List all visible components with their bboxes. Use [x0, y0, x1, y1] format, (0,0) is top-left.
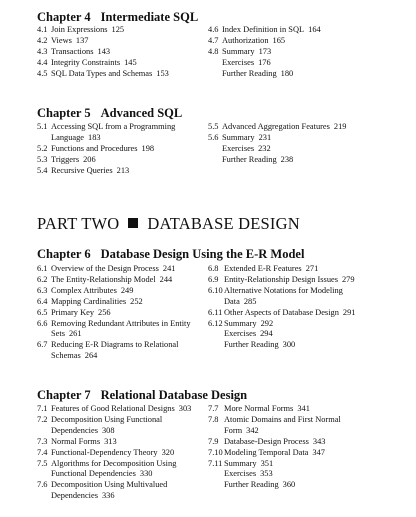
- section-title-continuation: [51, 491, 191, 502]
- toc-entry[interactable]: [37, 297, 191, 308]
- section-number: 5.1: [37, 122, 48, 131]
- page-number: 360: [282, 480, 296, 490]
- page-number: 180: [280, 68, 294, 78]
- page-number: 241: [162, 264, 176, 273]
- toc-entry[interactable]: [208, 404, 341, 415]
- chapter-title: Relational Database Design: [100, 388, 248, 402]
- section-title: Extended E-R Features: [224, 264, 302, 273]
- page-number: 300: [282, 340, 296, 350]
- section-number: 4.1: [37, 25, 48, 34]
- page-number: 125: [111, 25, 125, 34]
- toc-entry[interactable]: [37, 340, 191, 362]
- page-number: 264: [84, 351, 98, 361]
- toc-entry[interactable]: [37, 122, 175, 144]
- page-number: 153: [156, 68, 169, 78]
- section-title: Triggers: [51, 154, 80, 164]
- section-title: Summary: [224, 318, 257, 328]
- toc-entry[interactable]: [208, 308, 355, 319]
- toc-entry[interactable]: [208, 480, 341, 491]
- continuation-text: Language: [51, 132, 85, 142]
- section-number: 7.4: [37, 447, 48, 457]
- toc-entry[interactable]: [37, 480, 191, 502]
- page-number: 238: [280, 154, 294, 164]
- page-number: 271: [305, 264, 319, 273]
- section-number: 7.5: [37, 458, 48, 468]
- chapter-title: Database Design Using the E-R Model: [100, 247, 305, 261]
- toc-entry[interactable]: [208, 47, 321, 58]
- page-number: 261: [68, 329, 82, 339]
- toc-entry[interactable]: [37, 144, 175, 155]
- chapter-4-right-column: [208, 25, 321, 80]
- chapter-7-left-column: [37, 404, 191, 502]
- section-title: Complex Attributes: [51, 285, 117, 295]
- page-number: 244: [159, 274, 173, 284]
- section-title: Features of Good Relational Designs: [51, 404, 175, 413]
- chapter-6-right-column: [208, 264, 355, 351]
- toc-entry[interactable]: [208, 69, 321, 80]
- toc-entry[interactable]: [208, 329, 355, 340]
- toc-entry[interactable]: [208, 340, 355, 351]
- toc-entry[interactable]: [208, 144, 346, 155]
- section-title: Alternative Notations for Modeling: [224, 285, 343, 295]
- section-number: 7.10: [208, 447, 223, 457]
- page-number: 206: [83, 154, 96, 164]
- section-title: Integrity Constraints: [51, 57, 121, 67]
- toc-entry[interactable]: [208, 133, 346, 144]
- section-title: Primary Key: [51, 307, 95, 317]
- section-number: 4.5: [37, 68, 48, 78]
- toc-entry[interactable]: [208, 448, 341, 459]
- page-number: 145: [124, 57, 137, 67]
- toc-entry[interactable]: [37, 69, 169, 80]
- section-number: 4.4: [37, 57, 48, 67]
- chapter-4-left-column: [37, 25, 169, 80]
- page-number: 213: [116, 165, 130, 175]
- toc-entry[interactable]: [37, 459, 191, 481]
- toc-entry[interactable]: [208, 122, 346, 133]
- toc-entry[interactable]: [37, 404, 191, 415]
- section-title: Summary: [222, 132, 255, 142]
- section-title: Summary: [224, 458, 257, 468]
- page-number: 285: [243, 296, 257, 306]
- section-number: 4.8: [208, 46, 219, 56]
- section-title: Further Reading: [222, 68, 277, 78]
- toc-entry[interactable]: [37, 448, 191, 459]
- chapter-7-right-column: [208, 404, 341, 491]
- section-number: 7.9: [208, 436, 219, 446]
- toc-entry[interactable]: [37, 415, 191, 437]
- section-number: 5.5: [208, 122, 219, 131]
- section-title: Exercises: [222, 143, 255, 153]
- page-number: 313: [104, 436, 117, 446]
- section-number: 6.5: [37, 307, 48, 317]
- page-number: 343: [312, 436, 326, 446]
- chapter-label: Chapter 7: [37, 388, 91, 402]
- section-title: Advanced Aggregation Features: [222, 122, 330, 131]
- section-title: Entity-Relationship Design Issues: [224, 274, 338, 284]
- page-number: 320: [161, 447, 175, 457]
- section-title: Recursive Queries: [51, 165, 113, 175]
- chapter-4-heading: [37, 10, 198, 25]
- chapter-5-left-column: [37, 122, 175, 177]
- section-title: Atomic Domains and First Normal: [224, 414, 341, 424]
- part-two-heading: [37, 214, 300, 234]
- section-number: 5.6: [208, 132, 219, 142]
- section-title-continuation: [51, 469, 191, 480]
- section-title: The Entity-Relationship Model: [51, 274, 156, 284]
- chapter-5-heading: [37, 106, 182, 121]
- chapter-title: Advanced SQL: [100, 106, 183, 120]
- page-number: 231: [258, 132, 272, 142]
- section-title: Further Reading: [224, 480, 279, 490]
- toc-entry[interactable]: [208, 459, 341, 470]
- section-title-continuation: [51, 351, 191, 362]
- continuation-text: Dependencies: [51, 425, 98, 435]
- toc-entry[interactable]: [208, 469, 341, 480]
- section-title: Normal Forms: [51, 436, 101, 446]
- section-number: 7.8: [208, 414, 219, 424]
- continuation-text: Dependencies: [51, 491, 98, 501]
- toc-entry[interactable]: [208, 36, 321, 47]
- chapter-label: Chapter 6: [37, 247, 91, 261]
- section-number: 6.2: [37, 274, 48, 284]
- page-number: 294: [260, 329, 273, 339]
- page-number: 353: [260, 469, 273, 479]
- section-number: 6.9: [208, 274, 219, 284]
- section-title: Exercises: [224, 469, 257, 479]
- page-number: 137: [75, 35, 89, 45]
- toc-entry[interactable]: [208, 286, 355, 308]
- section-title: Functional-Dependency Theory: [51, 447, 158, 457]
- page-number: 279: [341, 274, 355, 284]
- chapter-label: Chapter 5: [37, 106, 91, 120]
- section-number: 6.10: [208, 285, 223, 295]
- part-title: DATABASE DESIGN: [147, 214, 300, 233]
- page-number: 292: [260, 318, 274, 328]
- section-number: 7.3: [37, 436, 48, 446]
- section-title: Index Definition in SQL: [222, 25, 305, 34]
- page-number: 351: [260, 458, 274, 468]
- section-title: More Normal Forms: [224, 404, 294, 413]
- toc-entry[interactable]: [37, 47, 169, 58]
- chapter-5-right-column: [208, 122, 346, 166]
- page-number: 308: [101, 425, 115, 435]
- section-title: Decomposition Using Multivalued: [51, 480, 168, 490]
- section-number: 7.7: [208, 404, 219, 413]
- toc-entry[interactable]: [37, 58, 169, 69]
- section-number: 6.7: [37, 340, 48, 350]
- section-title: Exercises: [224, 329, 257, 339]
- continuation-text: Sets: [51, 329, 65, 339]
- continuation-text: Data: [224, 296, 240, 306]
- section-number: 7.2: [37, 414, 48, 424]
- section-number: 5.4: [37, 165, 48, 175]
- section-title: Exercises: [222, 57, 255, 67]
- section-title: Transactions: [51, 46, 94, 56]
- section-title: Database-Design Process: [224, 436, 309, 446]
- page-number: 341: [297, 404, 310, 413]
- section-number: 6.8: [208, 264, 219, 273]
- section-title: Overview of the Design Process: [51, 264, 159, 273]
- section-title-continuation: [51, 133, 175, 144]
- toc-entry[interactable]: [37, 36, 169, 47]
- section-title: Functions and Procedures: [51, 143, 138, 153]
- section-title: Further Reading: [224, 340, 279, 350]
- toc-entry[interactable]: [37, 319, 191, 341]
- toc-entry[interactable]: [37, 275, 191, 286]
- section-title: Join Expressions: [51, 25, 108, 34]
- section-title-continuation: [224, 297, 355, 308]
- page-number: 219: [333, 122, 347, 131]
- toc-entry[interactable]: [208, 275, 355, 286]
- toc-entry[interactable]: [37, 286, 191, 297]
- toc-entry[interactable]: [37, 437, 191, 448]
- page-number: 198: [141, 143, 155, 153]
- page-number: 232: [258, 143, 271, 153]
- toc-entry[interactable]: [37, 25, 169, 36]
- page-number: 330: [139, 469, 153, 479]
- page-number: 303: [178, 404, 192, 413]
- chapter-7-heading: [37, 388, 247, 403]
- section-title-continuation: [51, 329, 191, 340]
- square-bullet-icon: [128, 218, 138, 228]
- section-title: Further Reading: [222, 154, 277, 164]
- chapter-6-left-column: [37, 264, 191, 362]
- page-number: 143: [97, 46, 111, 56]
- section-number: 6.11: [208, 307, 223, 317]
- chapter-label: Chapter 4: [37, 10, 91, 24]
- chapter-6-heading: [37, 247, 304, 262]
- page-number: 173: [258, 46, 272, 56]
- section-number: 4.3: [37, 46, 48, 56]
- section-title: Accessing SQL from a Programming: [51, 122, 176, 131]
- section-title: Reducing E-R Diagrams to Relational: [51, 340, 179, 350]
- section-title: Other Aspects of Database Design: [224, 307, 339, 317]
- page-number: 256: [98, 307, 111, 317]
- page-number: 164: [308, 25, 321, 34]
- section-number: 5.3: [37, 154, 48, 164]
- page-number: 336: [101, 491, 115, 501]
- section-title: Decomposition Using Functional: [51, 414, 163, 424]
- toc-entry[interactable]: [208, 58, 321, 69]
- section-number: 6.1: [37, 264, 48, 273]
- toc-entry[interactable]: [37, 166, 175, 177]
- section-title: Removing Redundant Attributes in Entity: [51, 318, 191, 328]
- section-title-continuation: [224, 426, 341, 437]
- section-title: Algorithms for Decomposition Using: [51, 458, 177, 468]
- page-number: 347: [312, 447, 325, 457]
- chapter-title: Intermediate SQL: [100, 10, 199, 24]
- toc-entry[interactable]: [37, 264, 191, 275]
- page-number: 165: [272, 35, 286, 45]
- section-title: Views: [51, 35, 72, 45]
- section-number: 6.4: [37, 296, 48, 306]
- section-number: 6.12: [208, 318, 223, 328]
- toc-entry[interactable]: [208, 155, 346, 166]
- page-number: 252: [130, 296, 143, 306]
- section-title-continuation: [51, 426, 191, 437]
- section-title: Mapping Cardinalities: [51, 296, 127, 306]
- part-label: PART TWO: [37, 214, 120, 233]
- section-number: 6.6: [37, 318, 48, 328]
- page-number: 342: [246, 425, 259, 435]
- section-title: Summary: [222, 46, 255, 56]
- continuation-text: Schemas: [51, 351, 81, 361]
- page-number: 183: [88, 132, 101, 142]
- section-number: 7.6: [37, 480, 48, 490]
- section-number: 6.3: [37, 285, 48, 295]
- section-title: Authorization: [222, 35, 269, 45]
- toc-entry[interactable]: [37, 308, 191, 319]
- section-number: 4.6: [208, 25, 219, 34]
- section-title: Modeling Temporal Data: [224, 447, 309, 457]
- section-number: 5.2: [37, 143, 48, 153]
- toc-entry[interactable]: [208, 25, 321, 36]
- page-number: 249: [120, 285, 134, 295]
- page-number: 291: [342, 307, 356, 317]
- continuation-text: Form: [224, 425, 243, 435]
- section-number: 4.7: [208, 35, 219, 45]
- page-number: 176: [258, 57, 271, 67]
- toc-entry[interactable]: [208, 319, 355, 330]
- toc-entry[interactable]: [208, 437, 341, 448]
- continuation-text: Functional Dependencies: [51, 469, 136, 479]
- section-number: 7.11: [208, 458, 223, 468]
- toc-entry[interactable]: [208, 415, 341, 437]
- toc-entry[interactable]: [208, 264, 355, 275]
- toc-entry[interactable]: [37, 155, 175, 166]
- section-number: 7.1: [37, 404, 48, 413]
- section-number: 4.2: [37, 35, 48, 45]
- section-title: SQL Data Types and Schemas: [51, 68, 153, 78]
